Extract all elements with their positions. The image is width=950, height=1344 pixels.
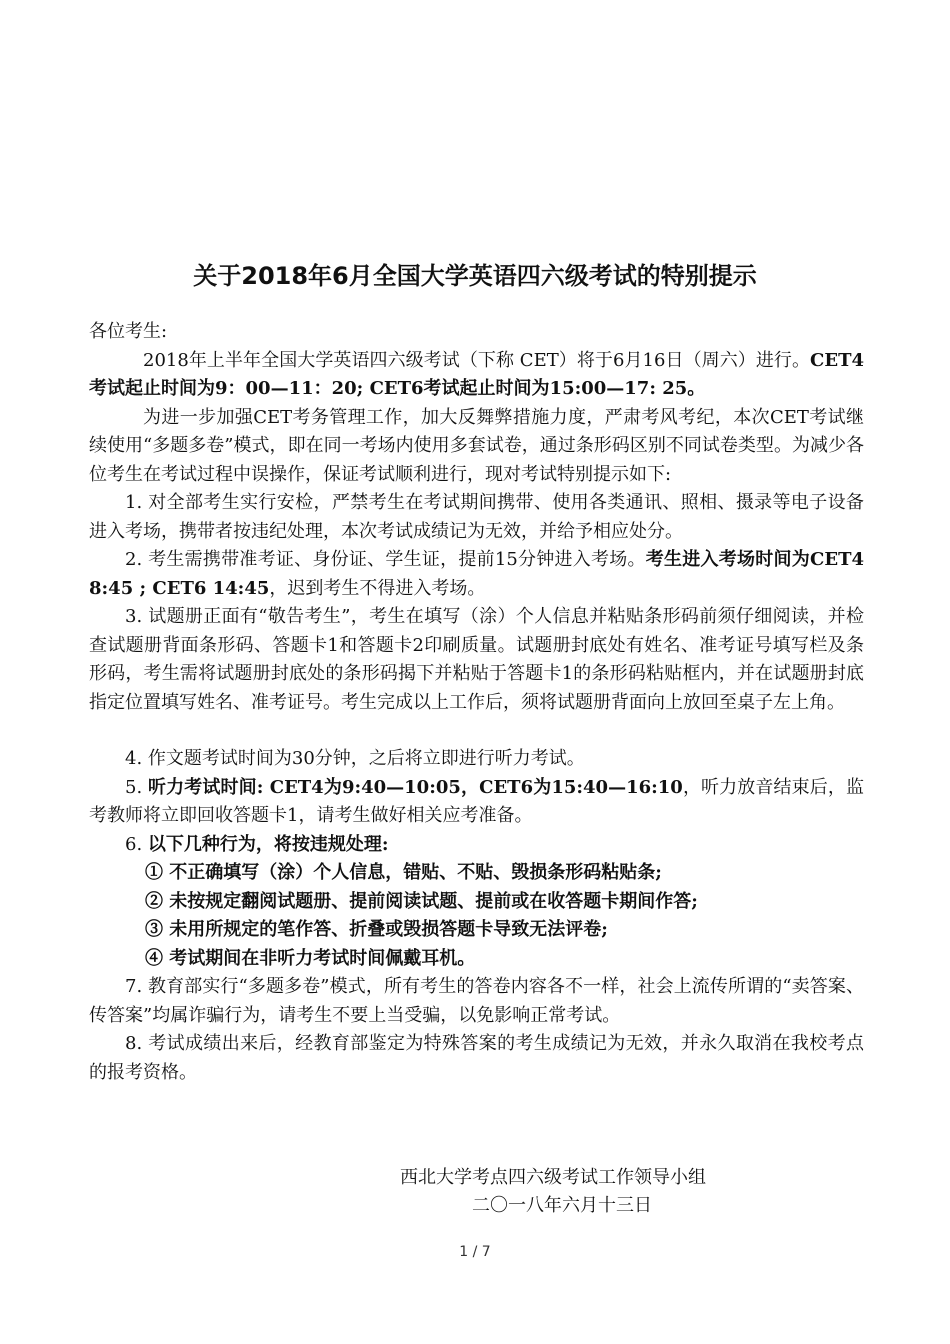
item-6-sub-2: ② 未按规定翻阅试题册、提前阅读试题、提前或在收答题卡期间作答; [145,890,698,912]
measures-paragraph: 为进一步加强CET考务管理工作，加大反舞弊措施力度，严肃考风考纪，本次CET考试继续使用“多题多卷”模式，即在同一考场内使用多套试卷，通过条形码区别不同试卷类型。为减少各位考生在考试过程中误操作，保证考试顺利进行，现对考试特别提示如下: [89,406,864,485]
item-6 [89,831,864,860]
item-6-heading: 以下几种行为，将按违规处理: [147,833,389,855]
item-2-text: 2. 考生需携带准考证、身份证、学生证，提前15分钟进入考场。 [125,549,646,570]
item-6-sub-4: ④ 考试期间在非听力考试时间佩戴耳机。 [145,947,476,969]
intro-paragraph [89,347,864,404]
item-5-number: 5. [125,776,149,798]
item-2-entry-time: 考生进入考场时间为CET4 8:45 ; CET6 14:45 [89,549,882,599]
page-number: 1 / 7 [459,1244,491,1260]
item-2 [89,546,882,603]
signature-block [400,1164,820,1220]
item-5-tail: ，听力放音结束后，监考教师将立即回收答题卡1，请考生做好相关应考准备。 [89,776,864,826]
item-3: 3. 试题册正面有“敬告考生”，考生在填写（涂）个人信息并粘贴条形码前须仔细阅读，并检查试题册背面条形码、答题卡1和答题卡2印刷质量。试题册封底处有姓名、准考证号填写栏及条形码，考生需将试题册封底处的条形码揭下并粘贴于答题卡1的条形码粘贴框内，并在试题册封底指定位置填写姓名、准考证号。考生完成以上工作后，须将试题册背面向上放回至桌子左上角。 [89,606,864,713]
item-4: 4. 作文题考试时间为30分钟，之后将立即进行听力考试。 [125,748,585,769]
item-6-number: 6. [125,833,148,855]
item-5-listening-time: 听力考试时间: CET4为9:40—10:05，CET6为15:40—16:10 [148,776,683,798]
item-6-sub-1: ① 不正确填写（涂）个人信息，错贴、不贴、毁损条形码粘贴条; [145,862,662,883]
item-1: 1. 对全部考生实行安检，严禁考生在考试期间携带、使用各类通讯、照相、摄录等电子设备进入考场，携带者按违纪处理，本次考试成绩记为无效，并给予相应处分。 [89,492,864,542]
signature-organization: 西北大学考点四六级考试工作领导小组 [400,1167,706,1188]
spacer [89,717,864,745]
page-title: 关于2018年6月全国大学英语四六级考试的特别提示 [193,262,757,290]
item-7: 7. 教育部实行“多题多卷”模式，所有考生的答卷内容各不一样，社会上流传所谓的“卖答案、传答案”均属诈骗行为，请考生不要上当受骗，以免影响正常考试。 [89,976,864,1026]
item-5 [89,774,864,831]
item-2-tail: ，迟到考生不得进入考场。 [269,577,486,599]
greeting: 各位考生: [89,321,168,342]
intro-text: 2018年上半年全国大学英语四六级考试（下称 CET）将于6月16日（周六）进行。 [143,349,811,371]
item-6-sub-3: ③ 未用所规定的笔作答、折叠或毁损答题卡导致无法评卷; [145,919,608,940]
intro-exam-times: CET4考试起止时间为9：00—11：20; CET6考试起止时间为15:00—17: 25。 [89,349,864,399]
document-body [89,318,882,1087]
item-8: 8. 考试成绩出来后，经教育部鉴定为特殊答案的考生成绩记为无效，并永久取消在我校考点的报考资格。 [89,1033,864,1083]
signature-date: 二〇一八年六月十三日 [472,1195,652,1216]
